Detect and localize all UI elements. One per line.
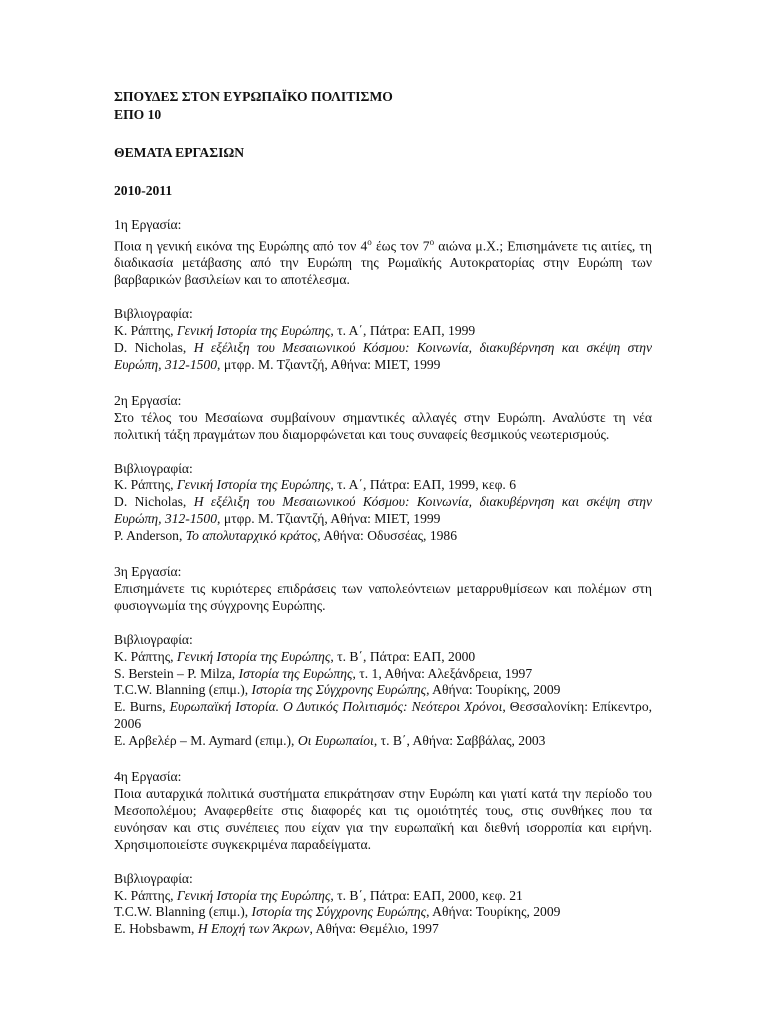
bibliography-entry: [114, 733, 652, 750]
reference-title: Γενική Ιστορία της Ευρώπης: [176, 887, 331, 903]
reference-title: Η εξέλιξη του Μεσαιωνικού Κόσμου: Κοινωνία, διακυβέρνηση και σκέψη στην Ευρώπη, 312-1500: [114, 494, 652, 527]
reference-author: D. Nicholas,: [114, 494, 194, 510]
assignment-label: 1η Εργασία:: [114, 217, 182, 232]
reference-title: Γενική Ιστορία της Ευρώπης: [176, 323, 331, 339]
reference-title: Οι Ευρωπαίοι: [297, 733, 374, 749]
reference-author: Κ. Ράπτης,: [114, 887, 177, 903]
bibliography-entry: [114, 682, 652, 699]
reference-details: , Θεσσαλονίκη: Επίκεντρο, 2006: [114, 699, 653, 732]
reference-author: Κ. Ράπτης,: [114, 477, 177, 493]
reference-title: Ευρωπαϊκή Ιστορία. Ο Δυτικός Πολιτισμός: Νεότεροι Χρόνοι: [169, 699, 503, 715]
reference-details: , τ. Α΄, Πάτρα: ΕΑΠ, 1999: [330, 323, 476, 339]
assignment-label: 4η Εργασία:: [114, 769, 182, 785]
bibliography-entry: [114, 494, 652, 528]
reference-author: D. Nicholas,: [114, 339, 194, 355]
reference-author: S. Berstein – P. Milza,: [114, 665, 239, 681]
bibliography-entry: [114, 477, 652, 494]
academic-year: 2010-2011: [114, 183, 173, 198]
bibliography-entry: [114, 904, 652, 921]
bibliography-label: Βιβλιογραφία:: [114, 460, 193, 476]
course-code: ΕΠΟ 10: [114, 107, 162, 122]
assignment-label: 2η Εργασία:: [114, 392, 182, 408]
bibliography-entry: [114, 323, 652, 340]
reference-details: , Αθήνα: Θεμέλιο, 1997: [309, 921, 439, 937]
reference-title: Ιστορία της Σύγχρονης Ευρώπης: [251, 904, 427, 920]
reference-details: , τ. Α΄, Πάτρα: ΕΑΠ, 1999, κεφ. 6: [330, 477, 517, 493]
reference-details: , τ. 1, Αθήνα: Αλεξάνδρεια, 1997: [352, 665, 533, 681]
reference-details: , Αθήνα: Οδυσσέας, 1986: [317, 528, 458, 544]
bibliography-entry: [114, 340, 652, 374]
assignment-question: Ποια αυταρχικά πολιτικά συστήματα επικράτησαν στην Ευρώπη και γιατί κατά την περίοδο του Μεσοπολέμου; Αναφερθείτε στις διαφορές και τις ομοιότητές τους, στις συνθήκες που τα ευνόησαν και στις συνέπειες που είχαν για την ευρωπαϊκή και διεθνή ισορροπία και ειρήνη. Χρησιμοποιείστε συγκεκριμένα παραδείγματα.: [114, 786, 652, 852]
bibliography-label: Βιβλιογραφία:: [114, 631, 193, 647]
reference-title: Το απολυταρχικό κράτος: [185, 528, 318, 544]
reference-author: Ε. Αρβελέρ – M. Aymard (επιμ.),: [114, 733, 298, 749]
bibliography-entry: [114, 921, 652, 938]
reference-details: , Αθήνα: Τουρίκης, 2009: [426, 682, 561, 698]
reference-title: Ιστορία της Ευρώπης: [238, 665, 353, 681]
assignment-block: [114, 564, 652, 750]
bibliography-entry: [114, 699, 652, 733]
course-title: ΣΠΟΥΔΕΣ ΣΤΟΝ ΕΥΡΩΠΑΪΚΟ ΠΟΛΙΤΙΣΜΟ: [114, 89, 393, 104]
document-page: [114, 88, 652, 938]
bibliography-entry: [114, 528, 652, 545]
reference-title: Γενική Ιστορία της Ευρώπης: [176, 648, 331, 664]
bibliography-entry: [114, 649, 652, 666]
reference-details: , μτφρ. Μ. Τζιαντζή, Αθήνα: ΜΙΕΤ, 1999: [217, 356, 441, 372]
reference-title: Η εξέλιξη του Μεσαιωνικού Κόσμου: Κοινωνία, διακυβέρνηση και σκέψη στην Ευρώπη, 312-1500: [114, 339, 652, 372]
assignment-block: [114, 769, 652, 938]
reference-details: , τ. Β΄, Αθήνα: Σαββάλας, 2003: [373, 733, 546, 749]
reference-author: Κ. Ράπτης,: [114, 323, 177, 339]
reference-author: T.C.W. Blanning (επιμ.),: [114, 904, 252, 920]
section-title: ΘΕΜΑΤΑ ΕΡΓΑΣΙΩΝ: [114, 145, 245, 160]
assignment-question: Επισημάνετε τις κυριότερες επιδράσεις των ναπολεόντειων μεταρρυθμίσεων και πολέμων στη φυσιογνωμία της σύγχρονης Ευρώπης.: [114, 580, 652, 613]
reference-title: Ιστορία της Σύγχρονης Ευρώπης: [251, 682, 427, 698]
assignment-question: Στο τέλος του Μεσαίωνα συμβαίνουν σημαντικές αλλαγές στην Ευρώπη. Αναλύστε τη νέα πολιτική τάξη πραγμάτων που διαμορφώνεται και τους συναφείς θεσμικούς νεωτερισμούς.: [114, 409, 652, 442]
reference-title: Γενική Ιστορία της Ευρώπης: [176, 477, 331, 493]
reference-details: , τ. Β΄, Πάτρα: ΕΑΠ, 2000: [330, 648, 476, 664]
assignment-block: [114, 393, 652, 545]
bibliography-label: Βιβλιογραφία:: [114, 306, 193, 322]
reference-author: E. Burns,: [114, 699, 170, 715]
assignment-question: Ποια η γενική εικόνα της Ευρώπης από τον $4^o$ έως τον $7^o$ αιώνα μ.Χ.; Επισημάνετε τις αιτίες, τη διαδικασία μετάβασης από την Ευρώπη της Ρωμαϊκής Αυτοκρατορίας στην Ευρώπη των βαρβαρικών βασιλείων και το αποτέλεσμα.: [114, 236, 652, 288]
assignments-list: [114, 217, 652, 938]
reference-author: P. Anderson,: [114, 528, 186, 544]
reference-author: E. Hobsbawm,: [114, 921, 198, 937]
reference-author: T.C.W. Blanning (επιμ.),: [114, 682, 252, 698]
assignment-label: 3η Εργασία:: [114, 564, 182, 580]
bibliography-label: Βιβλιογραφία:: [114, 870, 193, 886]
reference-author: Κ. Ράπτης,: [114, 648, 177, 664]
reference-details: , Αθήνα: Τουρίκης, 2009: [426, 904, 561, 920]
reference-title: Η Εποχή των Άκρων: [197, 921, 310, 937]
assignment-block: [114, 217, 652, 374]
reference-details: , μτφρ. Μ. Τζιαντζή, Αθήνα: ΜΙΕΤ, 1999: [217, 511, 441, 527]
bibliography-entry: [114, 666, 652, 683]
bibliography-entry: [114, 888, 652, 905]
reference-details: , τ. Β΄, Πάτρα: ΕΑΠ, 2000, κεφ. 21: [330, 887, 523, 903]
